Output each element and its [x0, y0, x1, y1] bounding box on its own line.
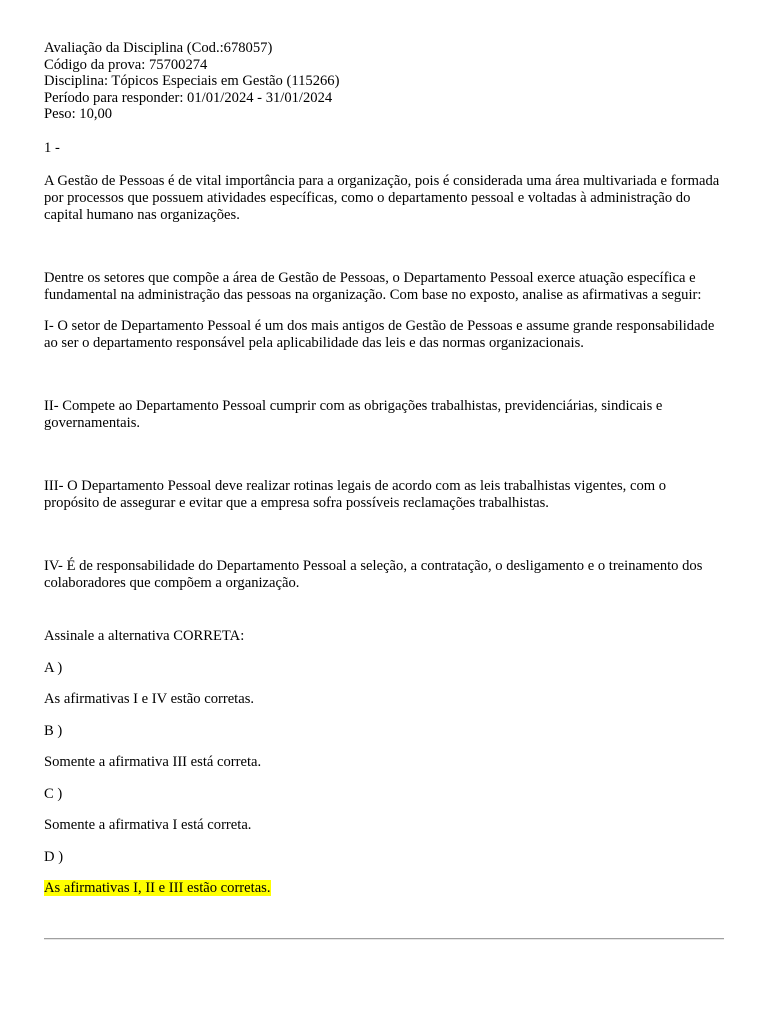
statement-3: III- O Departamento Pessoal deve realizar rotinas legais de acordo com as leis trabalhistas vigentes, com o propósito de assegurar e evitar que a empresa sofra possíveis reclamações trabalhistas.	[44, 477, 667, 511]
correct-answer-highlight: As afirmativas I, II e III estão corretas.	[44, 879, 271, 896]
assessment-title: Avaliação da Disciplina (Cod.:678057)	[44, 40, 273, 56]
exam-weight: Peso: 10,00	[44, 106, 113, 123]
option-c-letter[interactable]: C )	[44, 785, 63, 802]
statement-2: II- Compete ao Departamento Pessoal cumprir com as obrigações trabalhistas, previdenciárias, sindicais e governamentais.	[44, 397, 663, 431]
statement-4: IV- É de responsabilidade do Departamento Pessoal a seleção, a contratação, o desligamento e o treinamento dos colaboradores que compõem a organização.	[44, 557, 703, 591]
exam-header	[44, 40, 724, 123]
question-number: 1 -	[44, 139, 60, 156]
question-instruction: Assinale a alternativa CORRETA:	[44, 627, 245, 644]
section-divider	[44, 938, 724, 940]
option-b-letter[interactable]: B )	[44, 722, 63, 739]
option-d-text[interactable]	[44, 880, 724, 897]
option-d-letter[interactable]: D )	[44, 848, 64, 865]
exam-code: Código da prova: 75700274	[44, 56, 208, 73]
answer-period: Período para responder: 01/01/2024 - 31/01/2024	[44, 89, 333, 106]
question-intro: A Gestão de Pessoas é de vital importância para a organização, pois é considerada uma área multivariada e formada por processos que possuem atividades específicas, como o departamento pessoal e voltadas à administração do capital humano nas organizações.	[44, 172, 720, 223]
statement-1: I- O setor de Departamento Pessoal é um dos mais antigos de Gestão de Pessoas e assume grande responsabilidade ao ser o departamento responsável pela aplicabilidade das leis e das normas organizacionais.	[44, 317, 715, 351]
option-c-text[interactable]: Somente a afirmativa I está correta.	[44, 816, 252, 833]
question-context: Dentre os setores que compõe a área de Gestão de Pessoas, o Departamento Pessoal exerce atuação específica e fundamental na administração das pessoas na organização. Com base no exposto, analise as afirmativas a seguir:	[44, 269, 702, 303]
exam-document	[44, 40, 724, 897]
option-a-letter[interactable]: A )	[44, 659, 63, 676]
option-a-text[interactable]: As afirmativas I e IV estão corretas.	[44, 690, 255, 707]
option-b-text[interactable]: Somente a afirmativa III está correta.	[44, 753, 262, 770]
course-name: Disciplina: Tópicos Especiais em Gestão (115266)	[44, 73, 340, 90]
